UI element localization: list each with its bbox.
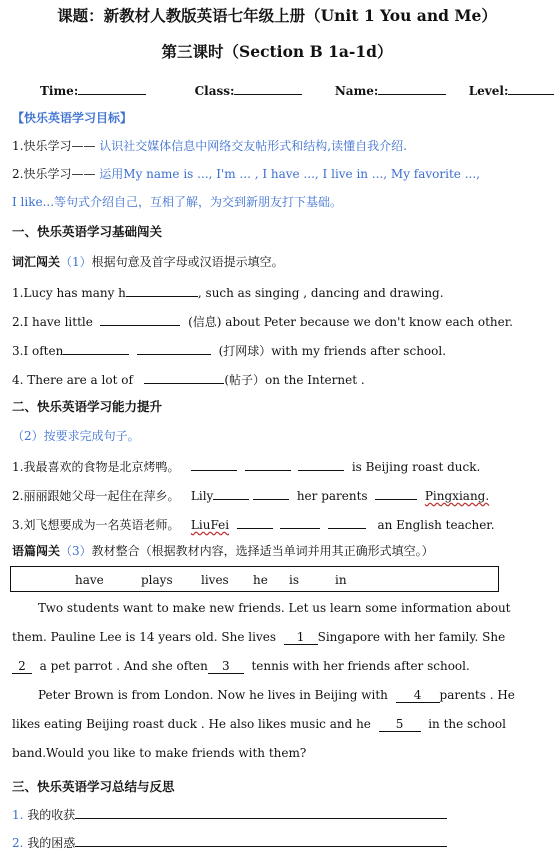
class-label: Class: [194, 84, 235, 98]
class-blank[interactable] [234, 82, 302, 95]
s3-blank-2[interactable] [280, 516, 320, 529]
p2-line-2 [12, 710, 524, 739]
p2-line-3: band.Would you like to make friends with them? [12, 746, 307, 760]
q2-prefix: 2.I have little [12, 315, 93, 329]
q1-blank[interactable] [126, 284, 198, 297]
passage-blank-2[interactable]: 2 [12, 659, 32, 674]
p1-l2-prefix: them. Pauline Lee is 14 years old. She lives [12, 630, 276, 644]
reflection-1-line[interactable] [75, 806, 447, 819]
p1-line-3 [12, 652, 524, 681]
name-label: Name: [334, 84, 379, 98]
s3-name: LiuFei [190, 518, 230, 532]
reflection-1-label: 我的收获 [27, 808, 76, 822]
s2-blank-1[interactable] [213, 487, 249, 500]
q3-blank-1[interactable] [63, 342, 129, 355]
reflection-gain [12, 806, 544, 823]
reflection-2-num: 2. [12, 836, 24, 850]
s3-ending: an English teacher. [377, 518, 495, 532]
word-bank-item: plays [141, 573, 173, 587]
name-blank[interactable] [378, 82, 446, 95]
q4-blank[interactable] [144, 371, 224, 384]
reflection-1-num: 1. [12, 808, 24, 822]
word-bank-item: lives [201, 573, 229, 587]
p2-line-1 [12, 681, 524, 710]
level-blank[interactable] [508, 82, 554, 95]
vocab-instruction [12, 254, 544, 270]
reflection-confusion [12, 834, 544, 851]
word-bank-item: is [289, 573, 299, 587]
p2-l1-prefix: Peter Brown is from London. Now he lives in Beijing with [38, 688, 388, 702]
s3-blank-1[interactable] [237, 516, 273, 529]
s2-blank-2[interactable] [253, 487, 289, 500]
word-bank-box [10, 566, 499, 592]
goal-2-text: 运用My name is ..., I'm ... , I have ..., I live in ..., My favorite ..., [99, 167, 480, 181]
p2-l2-prefix: likes eating Beijing roast duck . He also likes music and he [12, 717, 371, 731]
goal-1-text: 认识社交媒体信息中网络交友帖形式和结构,读懂自我介绍. [99, 139, 407, 153]
time-blank[interactable] [78, 82, 146, 95]
s3-blank-3[interactable] [328, 516, 366, 529]
passage-instruction [12, 543, 544, 559]
passage-blank-5[interactable]: 5 [379, 717, 421, 732]
passage-instr-text: 教材整合（根据教材内容，选择适当单词并用其正确形式填空。） [91, 544, 434, 558]
page-title: 课题：新教材人教版英语七年级上册（Unit 1 You and Me） [57, 6, 497, 25]
s2-middle: her parents [296, 489, 368, 503]
s1-english: is Beijing roast duck. [351, 460, 481, 474]
level-label: Level: [468, 84, 509, 98]
vocab-q1 [12, 284, 544, 301]
meta-row [40, 82, 544, 99]
sentence-instruction: （2）按要求完成句子。 [12, 429, 140, 443]
vocab-q4 [12, 371, 544, 388]
s2-chinese: 2.丽丽跟她父母一起住在萍乡。 [12, 489, 180, 503]
passage-blank-1[interactable]: 1 [284, 630, 318, 645]
passage-blank-3[interactable]: 3 [208, 659, 244, 674]
p1-l2-suffix: Singapore with her family. She [317, 630, 506, 644]
time-label: Time: [40, 84, 79, 98]
sentence-q2 [12, 487, 544, 504]
p1-line-1: Two students want to make new friends. Let us learn some information about [38, 601, 511, 615]
q3-prefix: 3.I often [12, 344, 64, 358]
p1-l3-prefix: a pet parrot . And she often [39, 659, 208, 673]
goal-item-1 [12, 138, 544, 154]
word-bank-item: have [75, 573, 104, 587]
goal-item-2-cont: I like...等句式介绍自己，互相了解，为交到新朋友打下基础。 [12, 195, 343, 209]
section-2-heading: 二、快乐英语学习能力提升 [12, 399, 163, 414]
vocab-q3 [12, 342, 544, 359]
passage-num: （3） [60, 544, 92, 558]
p2-l1-suffix: parents . He [439, 688, 515, 702]
page-subtitle: 第三课时（Section B 1a-1d） [161, 42, 393, 61]
goal-2-prefix: 2.快乐学习—— [12, 167, 96, 181]
passage-blank-4[interactable]: 4 [396, 688, 440, 703]
q2-suffix: (信息) about Peter because we don't know each other. [188, 315, 513, 329]
q2-blank[interactable] [100, 313, 180, 326]
word-bank-item: he [253, 573, 268, 587]
p1-l3-suffix: tennis with her friends after school. [251, 659, 470, 673]
goal-1-prefix: 1.快乐学习—— [12, 139, 96, 153]
vocab-instr-text: 根据句意及首字母或汉语提示填空。 [91, 255, 284, 269]
q1-suffix: , such as singing , dancing and drawing. [197, 286, 444, 300]
s1-blank-2[interactable] [245, 458, 291, 471]
q3-blank-2[interactable] [137, 342, 211, 355]
section-1-heading: 一、快乐英语学习基础闯关 [12, 224, 163, 239]
vocab-title: 词汇闯关 [12, 255, 61, 269]
s1-blank-1[interactable] [191, 458, 237, 471]
sentence-q3 [12, 516, 544, 533]
s1-chinese: 1.我最喜欢的食物是北京烤鸭。 [12, 460, 180, 474]
s2-lily: Lily [190, 489, 214, 503]
q4-suffix: (帖子）on the Internet . [224, 373, 365, 387]
goals-heading: 【快乐英语学习目标】 [12, 111, 133, 125]
q1-prefix: 1.Lucy has many h [12, 286, 126, 300]
p1-line-2 [12, 623, 524, 652]
reflection-2-label: 我的困惑 [27, 836, 76, 850]
vocab-q2 [12, 313, 544, 330]
s3-chinese: 3.刘飞想要成为一名英语老师。 [12, 518, 180, 532]
q3-suffix: (打网球）with my friends after school. [218, 344, 447, 358]
goal-item-2 [12, 166, 544, 182]
s2-ending: Pingxiang. [424, 489, 490, 503]
vocab-num: （1） [60, 255, 92, 269]
sentence-q1 [12, 458, 544, 475]
s1-blank-3[interactable] [298, 458, 344, 471]
word-bank-item: in [335, 573, 347, 587]
reflection-2-line[interactable] [75, 834, 447, 847]
s2-blank-3[interactable] [375, 487, 417, 500]
passage-paragraph-1 [12, 594, 524, 768]
q4-prefix: 4. There are a lot of [12, 373, 133, 387]
p2-l2-suffix: in the school [428, 717, 506, 731]
passage-title: 语篇闯关 [12, 544, 61, 558]
section-3-heading: 三、快乐英语学习总结与反思 [12, 779, 175, 794]
